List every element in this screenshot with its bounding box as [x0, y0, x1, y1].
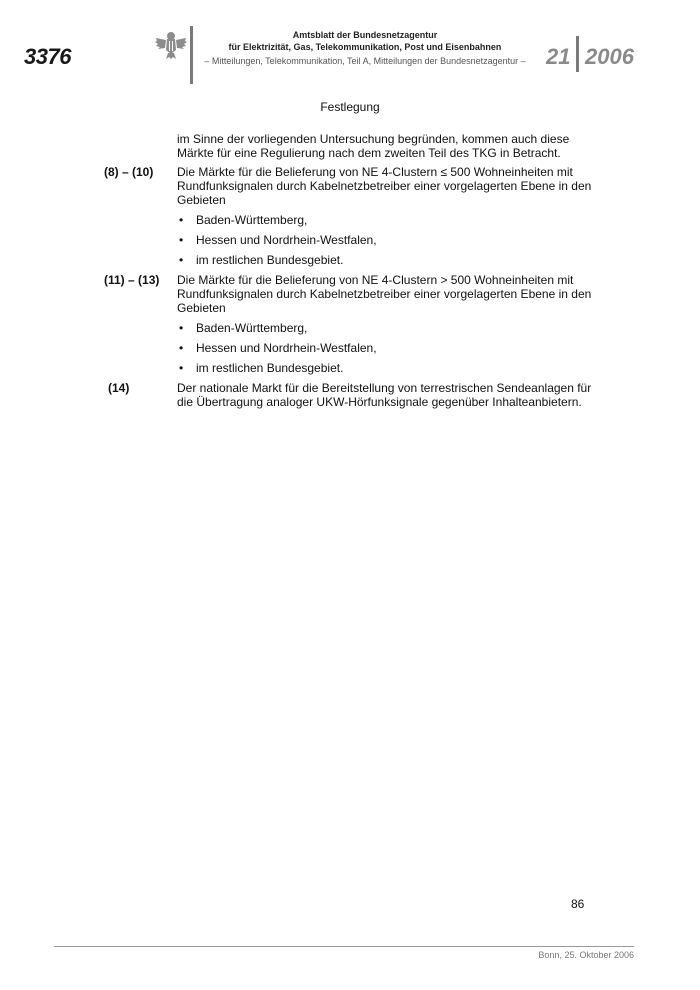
bullet-icon: • — [179, 213, 184, 227]
footer-place-date: Bonn, 25. Oktober 2006 — [538, 950, 634, 960]
header-title-line2: für Elektrizität, Gas, Telekommunikation, Post und Eisenbahnen — [228, 42, 502, 52]
bullet-icon: • — [179, 361, 184, 375]
header-divider-right — [576, 36, 579, 72]
issue-year: 2006 — [585, 44, 634, 69]
bullet-icon: • — [179, 321, 184, 335]
item-8-10-line-3: Gebieten — [177, 193, 226, 207]
item-8-10-line-2: Rundfunksignalen durch Kabelnetzbetreiber einer vorgelagerten Ebene in den — [177, 179, 592, 193]
page-number: 3376 — [24, 44, 71, 69]
item-14-line-1: Der nationale Markt für die Bereitstellung von terrestrischen Sendeanlagen für — [177, 381, 592, 395]
bullet-item: Hessen und Nordrhein-Westfalen, — [196, 233, 377, 247]
intro-line-2: Märkte für eine Regulierung nach dem zweiten Teil des TKG in Betracht. — [177, 146, 561, 160]
bullet-item: Hessen und Nordrhein-Westfalen, — [196, 341, 377, 355]
federal-eagle-icon — [154, 30, 188, 60]
header-subtitle: – Mitteilungen, Telekommunikation, Teil A, Mitteilungen der Bundesnetzagentur – — [204, 56, 526, 66]
bullet-item: Baden-Württemberg, — [196, 213, 308, 227]
page-number-bottom: 86 — [571, 897, 585, 911]
section-title: Festlegung — [320, 100, 380, 114]
item-8-10-line-1: Die Märkte für die Belieferung von NE 4-Clustern ≤ 500 Wohneinheiten mit — [177, 165, 573, 179]
intro-line-1: im Sinne der vorliegenden Untersuchung begründen, kommen auch diese — [177, 132, 570, 146]
bullet-icon: • — [179, 341, 184, 355]
item-label-8-10: (8) – (10) — [104, 165, 154, 179]
bullet-icon: • — [179, 233, 184, 247]
item-label-14: (14) — [108, 381, 130, 395]
bullet-item: im restlichen Bundesgebiet. — [196, 253, 344, 267]
footer-divider — [54, 946, 634, 947]
bullet-item: im restlichen Bundesgebiet. — [196, 361, 344, 375]
bullet-item: Baden-Württemberg, — [196, 321, 308, 335]
header-title-line1: Amtsblatt der Bundesnetzagentur — [292, 30, 438, 40]
item-11-13-line-1: Die Märkte für die Belieferung von NE 4-Clustern > 500 Wohneinheiten mit — [177, 273, 574, 287]
issue-number: 21 — [546, 44, 571, 69]
item-11-13-line-3: Gebieten — [177, 301, 226, 315]
bullet-icon: • — [179, 253, 184, 267]
header-divider-left — [190, 26, 193, 84]
item-11-13-line-2: Rundfunksignalen durch Kabelnetzbetreiber einer vorgelagerten Ebene in den — [177, 287, 592, 301]
item-label-11-13: (11) – (13) — [104, 273, 160, 287]
item-14-line-2: die Übertragung analoger UKW-Hörfunksignale gegenüber Inhalteanbietern. — [177, 395, 582, 409]
